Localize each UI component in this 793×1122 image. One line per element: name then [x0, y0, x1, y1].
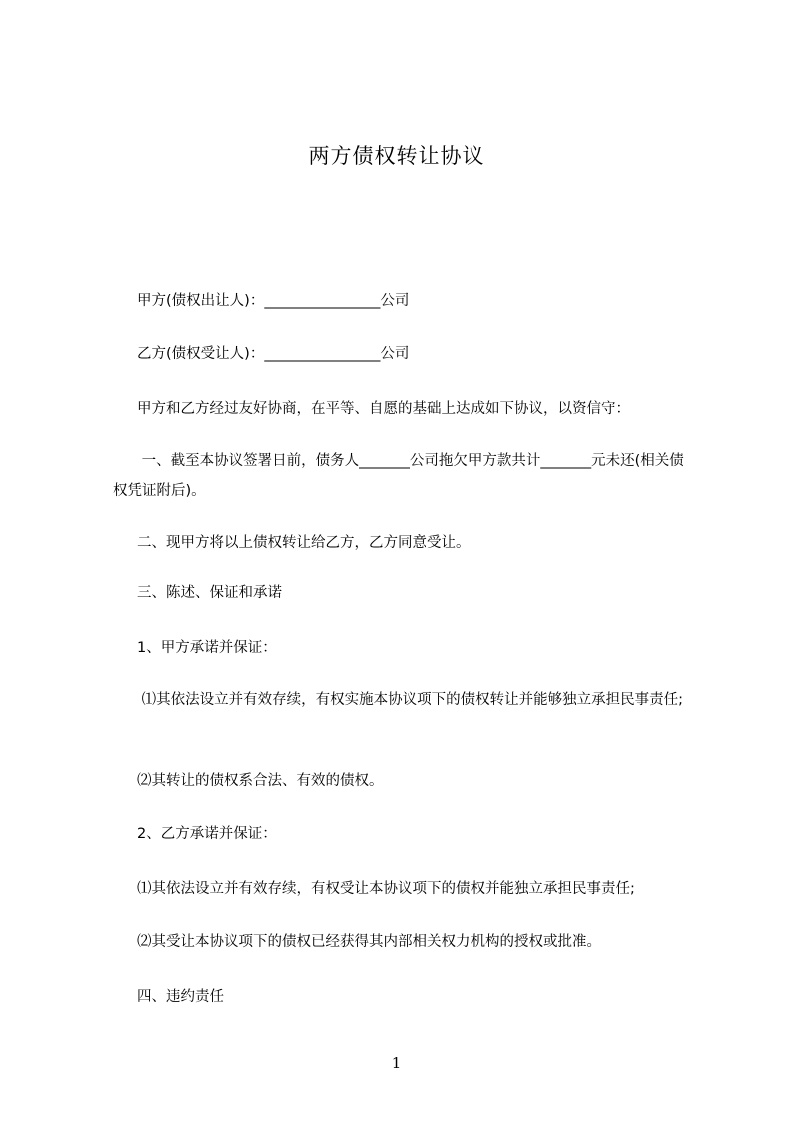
party-a-warranty-item-1: ⑴其依法设立并有效存续，有权实施本协议项下的债权转让并能够独立承担民事责任; — [137, 692, 683, 708]
party-a-warranty-item-2: ⑵其转让的债权系合法、有效的债权。 — [137, 773, 384, 789]
clause-3-heading: 三、陈述、保证和承诺 — [137, 585, 282, 601]
party-a-line: 甲方(债权出让人)：________________公司 — [137, 293, 410, 309]
party-b-warranty-item-1: ⑴其依法设立并有效存续，有权受让本协议项下的债权并能独立承担民事责任; — [137, 881, 635, 897]
clause-2-paragraph: 二、现甲方将以上债权转让给乙方，乙方同意受让。 — [137, 535, 471, 551]
party-b-warranty-item-2: ⑵其受让本协议项下的债权已经获得其内部相关权力机构的授权或批准。 — [137, 934, 601, 950]
preamble-paragraph: 甲方和乙方经过友好协商，在平等、自愿的基础上达成如下协议，以资信守： — [137, 401, 630, 417]
party-a-warranty-heading: 1、甲方承诺并保证： — [137, 640, 277, 656]
clause-1-paragraph: 一、截至本协议签署日前，债务人_______公司拖欠甲方款共计_______元未还(相关债权凭证附后)。 — [113, 453, 684, 499]
document-title: 两方债权转让协议 — [308, 144, 485, 168]
page-number: 1 — [391, 1054, 402, 1072]
clause-4-heading: 四、违约责任 — [137, 989, 224, 1005]
party-b-line: 乙方(债权受让人)：________________公司 — [137, 346, 410, 362]
party-b-warranty-heading: 2、乙方承诺并保证： — [137, 826, 277, 842]
